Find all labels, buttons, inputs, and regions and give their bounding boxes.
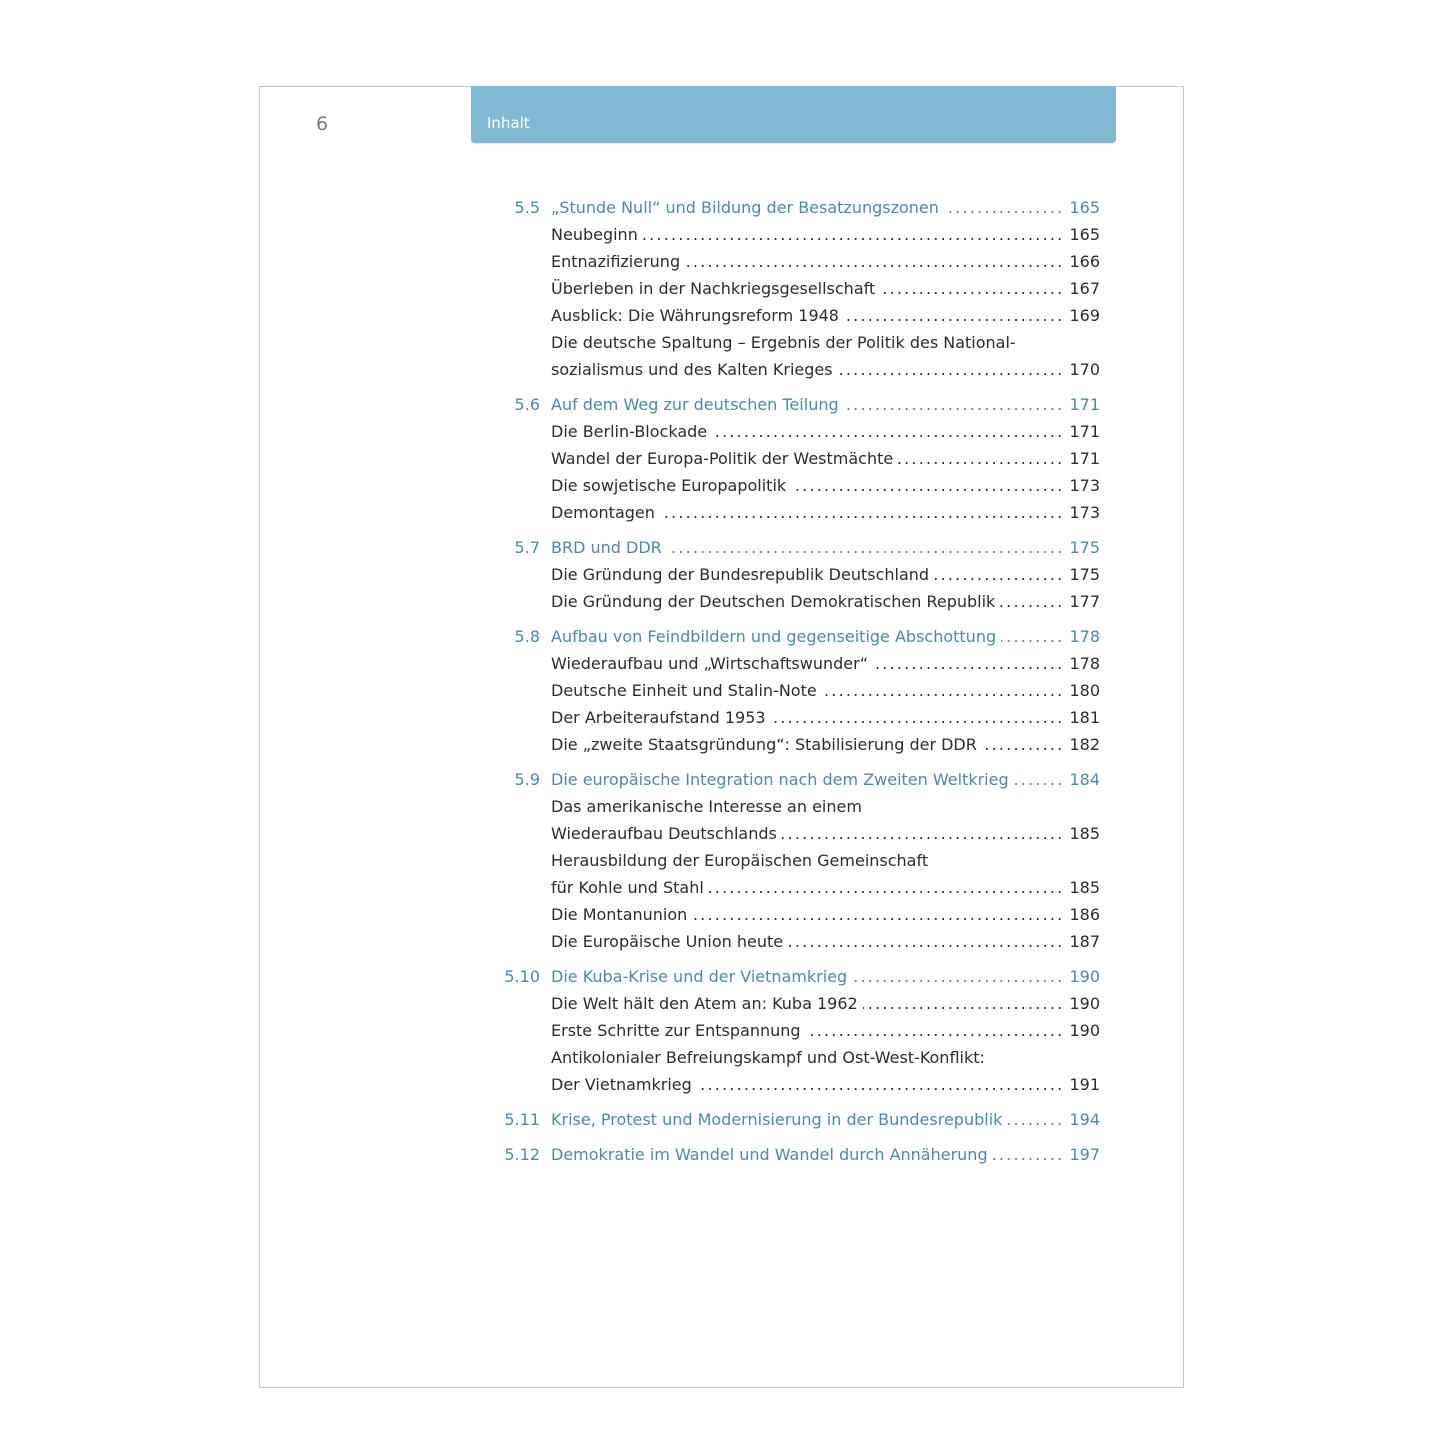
toc-leader-line [551, 248, 1100, 275]
dot-leader [844, 302, 1064, 329]
section-page: 184 [1069, 770, 1100, 789]
dot-leader [1007, 1106, 1064, 1133]
toc-entry-first-line [500, 329, 1100, 356]
toc-entry[interactable] [500, 731, 1100, 758]
toc-leader-line [551, 221, 1100, 248]
entry-title: Überleben in der Nachkriegsgesellschaft [551, 279, 876, 298]
dot-leader [982, 731, 1065, 758]
section-number: 5.9 [514, 770, 540, 789]
dot-leader [692, 901, 1064, 928]
dot-leader [863, 990, 1065, 1017]
section-number: 5.6 [514, 395, 540, 414]
entry-title: Die sowjetische Europapolitik [551, 476, 787, 495]
table-of-contents [500, 194, 1100, 1176]
entry-title: Die Gründung der Bundesrepublik Deutschland [551, 565, 930, 584]
entry-title-line1: Das amerikanische Interesse an einem [551, 797, 862, 816]
section-title: Demokratie im Wandel und Wandel durch Annäherung [551, 1145, 988, 1164]
entry-title: Neubeginn [551, 225, 638, 244]
entry-page: 186 [1069, 905, 1100, 924]
section-title: „Stunde Null“ und Bildung der Besatzungszonen [551, 198, 939, 217]
entry-title: Die Gründung der Deutschen Demokratischen Republik [551, 592, 996, 611]
toc-section-heading[interactable] [500, 391, 1100, 418]
dot-leader [667, 534, 1065, 561]
page-number: 6 [316, 113, 329, 135]
toc-section [500, 1106, 1100, 1133]
entry-title: Die Welt hält den Atem an: Kuba 1962 [551, 994, 858, 1013]
toc-entry[interactable] [500, 356, 1100, 383]
entry-page: 190 [1069, 1021, 1100, 1040]
toc-leader-line [551, 766, 1100, 793]
dot-leader [788, 928, 1064, 955]
entry-page: 175 [1069, 565, 1100, 584]
dot-leader [852, 963, 1064, 990]
entry-page: 178 [1069, 654, 1100, 673]
toc-leader-line [551, 1071, 1100, 1098]
toc-entry[interactable] [500, 499, 1100, 526]
toc-section-heading[interactable] [500, 1106, 1100, 1133]
toc-section-heading[interactable] [500, 194, 1100, 221]
entry-title: Demontagen [551, 503, 655, 522]
section-number: 5.5 [514, 198, 540, 217]
toc-leader-line [551, 990, 1100, 1017]
toc-entry-first-line [500, 793, 1100, 820]
toc-leader-line [551, 731, 1100, 758]
toc-section [500, 1141, 1100, 1168]
toc-section [500, 623, 1100, 758]
toc-entry[interactable] [500, 1071, 1100, 1098]
section-number: 5.12 [504, 1145, 540, 1164]
entry-title-line1: Antikolonialer Befreiungskampf und Ost-West-Konflikt: [551, 1048, 985, 1067]
entry-page: 185 [1069, 878, 1100, 897]
section-page: 178 [1069, 627, 1100, 646]
section-title: Die Kuba-Krise und der Vietnamkrieg [551, 967, 848, 986]
entry-title: für Kohle und Stahl [551, 878, 704, 897]
toc-entry[interactable] [500, 588, 1100, 615]
toc-entry[interactable] [500, 418, 1100, 445]
dot-leader [944, 194, 1065, 221]
toc-leader-line [551, 194, 1100, 221]
toc-leader-line [551, 588, 1100, 615]
dot-leader [873, 650, 1064, 677]
dot-leader [844, 391, 1065, 418]
toc-entry[interactable] [500, 990, 1100, 1017]
section-title: Krise, Protest und Modernisierung in der Bundesrepublik [551, 1110, 1003, 1129]
dot-leader [934, 561, 1064, 588]
toc-leader-line [551, 650, 1100, 677]
entry-page: 177 [1069, 592, 1100, 611]
dot-leader [898, 445, 1064, 472]
dot-leader [806, 1017, 1065, 1044]
section-title: Auf dem Weg zur deutschen Teilung [551, 395, 839, 414]
toc-entry[interactable] [500, 1017, 1100, 1044]
entry-title: Wiederaufbau und „Wirtschaftswunder“ [551, 654, 868, 673]
dot-leader [782, 820, 1065, 847]
dot-leader [880, 275, 1064, 302]
dot-leader [1001, 623, 1064, 650]
toc-entry[interactable] [500, 704, 1100, 731]
dot-leader [791, 472, 1064, 499]
toc-entry[interactable] [500, 561, 1100, 588]
toc-leader-line [551, 1106, 1100, 1133]
toc-section-heading[interactable] [500, 766, 1100, 793]
toc-entry-first-line [500, 1044, 1100, 1071]
toc-entry-first-line [500, 847, 1100, 874]
toc-leader-line [551, 874, 1100, 901]
dot-leader [643, 221, 1065, 248]
dot-leader [822, 677, 1065, 704]
dot-leader [712, 418, 1064, 445]
dot-leader [1000, 588, 1064, 615]
toc-entry[interactable] [500, 928, 1100, 955]
entry-page: 173 [1069, 476, 1100, 495]
entry-page: 173 [1069, 503, 1100, 522]
toc-section [500, 391, 1100, 526]
entry-page: 182 [1069, 735, 1100, 754]
entry-page: 170 [1069, 360, 1100, 379]
entry-page: 167 [1069, 279, 1100, 298]
entry-title: Deutsche Einheit und Stalin-Note [551, 681, 817, 700]
toc-leader-line [551, 472, 1100, 499]
toc-leader-line [551, 275, 1100, 302]
toc-section [500, 766, 1100, 955]
toc-entry[interactable] [500, 275, 1100, 302]
entry-page: 187 [1069, 932, 1100, 951]
entry-page: 171 [1069, 449, 1100, 468]
section-title: BRD und DDR [551, 538, 662, 557]
header-title: Inhalt [487, 114, 530, 132]
toc-entry[interactable] [500, 650, 1100, 677]
toc-leader-line [551, 302, 1100, 329]
section-title: Die europäische Integration nach dem Zweiten Weltkrieg [551, 770, 1009, 789]
entry-title: Wandel der Europa-Politik der Westmächte [551, 449, 894, 468]
toc-entry[interactable] [500, 874, 1100, 901]
section-page: 194 [1069, 1110, 1100, 1129]
entry-page: 185 [1069, 824, 1100, 843]
entry-title: sozialismus und des Kalten Krieges [551, 360, 833, 379]
toc-leader-line [551, 677, 1100, 704]
toc-entry[interactable] [500, 901, 1100, 928]
entry-title: Der Vietnamkrieg [551, 1075, 692, 1094]
toc-entry[interactable] [500, 445, 1100, 472]
toc-leader-line [551, 820, 1100, 847]
toc-entry[interactable] [500, 677, 1100, 704]
entry-page: 181 [1069, 708, 1100, 727]
toc-leader-line [551, 623, 1100, 650]
toc-entry[interactable] [500, 472, 1100, 499]
toc-leader-line [551, 418, 1100, 445]
toc-leader-line [551, 1141, 1100, 1168]
dot-leader [697, 1071, 1065, 1098]
toc-section [500, 194, 1100, 383]
dot-leader [771, 704, 1065, 731]
toc-section-heading[interactable] [500, 1141, 1100, 1168]
toc-leader-line [551, 928, 1100, 955]
entry-title: Wiederaufbau Deutschlands [551, 824, 777, 843]
entry-title-line1: Herausbildung der Europäischen Gemeinschaft [551, 851, 929, 870]
dot-leader [660, 499, 1065, 526]
entry-page: 166 [1069, 252, 1100, 271]
toc-section-heading[interactable] [500, 534, 1100, 561]
toc-leader-line [551, 356, 1100, 383]
toc-section-heading[interactable] [500, 623, 1100, 650]
section-number: 5.7 [514, 538, 540, 557]
section-page: 171 [1069, 395, 1100, 414]
dot-leader [838, 356, 1065, 383]
dot-leader [685, 248, 1064, 275]
entry-title: Ausblick: Die Währungsreform 1948 [551, 306, 839, 325]
toc-section [500, 963, 1100, 1098]
entry-title: Die Montanunion [551, 905, 688, 924]
toc-entry[interactable] [500, 248, 1100, 275]
entry-title: Der Arbeiteraufstand 1953 [551, 708, 766, 727]
section-page: 165 [1069, 198, 1100, 217]
toc-leader-line [551, 963, 1100, 990]
entry-title: Die „zweite Staatsgründung“: Stabilisierung der DDR [551, 735, 977, 754]
entry-page: 180 [1069, 681, 1100, 700]
entry-title-line1: Die deutsche Spaltung – Ergebnis der Politik des National- [551, 333, 1016, 352]
dot-leader [709, 874, 1065, 901]
header-bar [471, 86, 1116, 143]
toc-section-heading[interactable] [500, 963, 1100, 990]
section-number: 5.10 [504, 967, 540, 986]
section-title: Aufbau von Feindbildern und gegenseitige Abschottung [551, 627, 997, 646]
toc-leader-line [551, 534, 1100, 561]
toc-entry[interactable] [500, 221, 1100, 248]
entry-page: 191 [1069, 1075, 1100, 1094]
entry-title: Erste Schritte zur Entspannung [551, 1021, 801, 1040]
entry-page: 190 [1069, 994, 1100, 1013]
toc-leader-line [551, 901, 1100, 928]
toc-leader-line [551, 704, 1100, 731]
toc-leader-line [551, 445, 1100, 472]
toc-leader-line [551, 561, 1100, 588]
section-page: 190 [1069, 967, 1100, 986]
entry-page: 169 [1069, 306, 1100, 325]
toc-leader-line [551, 1017, 1100, 1044]
toc-leader-line [551, 499, 1100, 526]
dot-leader [993, 1141, 1065, 1168]
section-number: 5.8 [514, 627, 540, 646]
entry-page: 165 [1069, 225, 1100, 244]
toc-section [500, 534, 1100, 615]
section-number: 5.11 [504, 1110, 540, 1129]
section-page: 175 [1069, 538, 1100, 557]
section-page: 197 [1069, 1145, 1100, 1164]
toc-leader-line [551, 391, 1100, 418]
entry-page: 171 [1069, 422, 1100, 441]
toc-entry[interactable] [500, 820, 1100, 847]
dot-leader [1014, 766, 1065, 793]
entry-title: Entnazifizierung [551, 252, 681, 271]
toc-entry[interactable] [500, 302, 1100, 329]
entry-title: Die Berlin-Blockade [551, 422, 708, 441]
entry-title: Die Europäische Union heute [551, 932, 784, 951]
